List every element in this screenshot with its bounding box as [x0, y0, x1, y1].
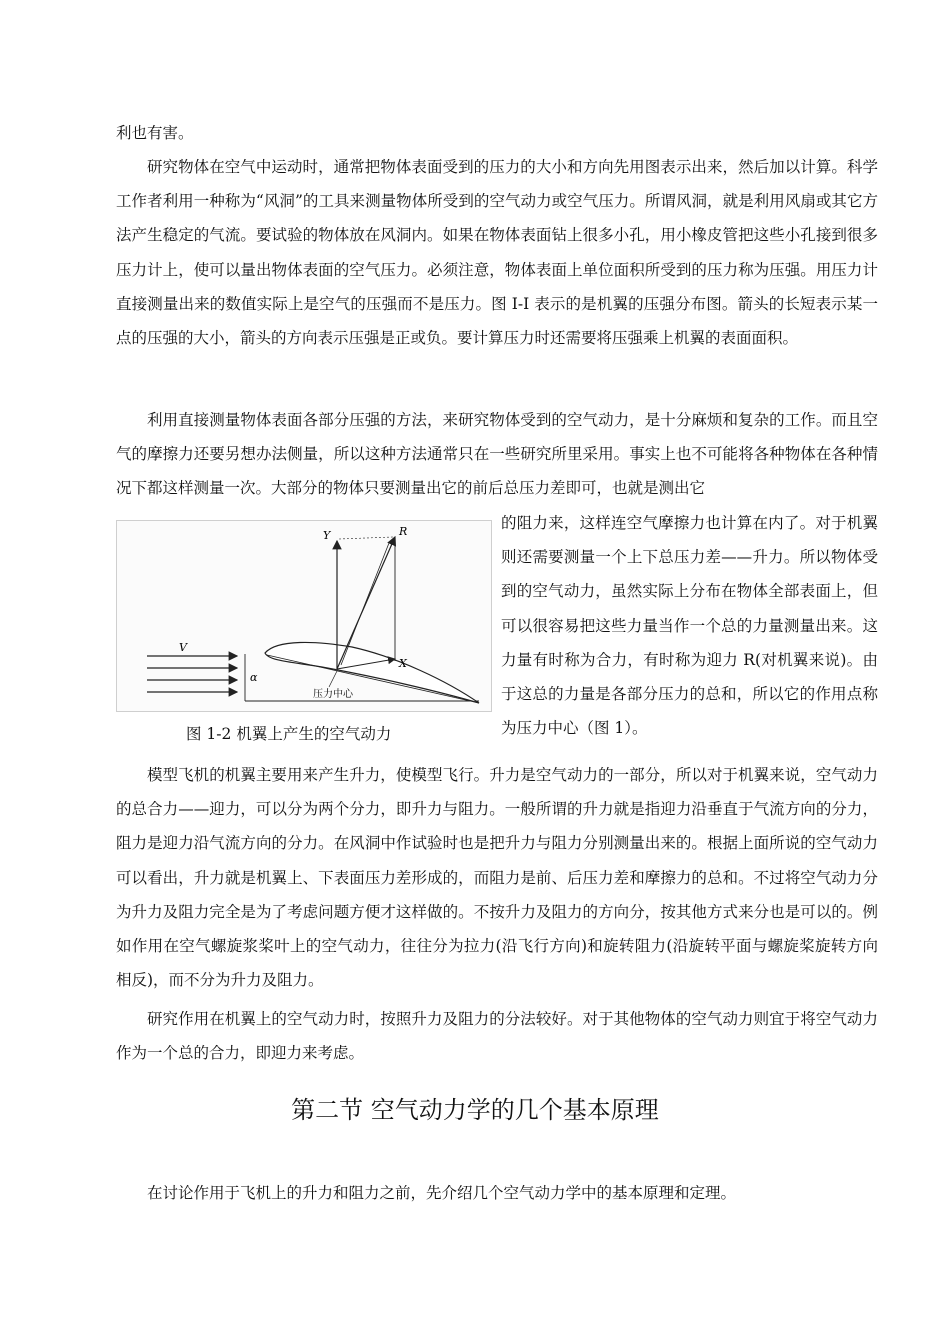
paragraph-measurement: 利用直接测量物体表面各部分压强的方法，来研究物体受到的空气动力，是十分麻烦和复杂的工作。而且空气的摩擦力还要另想办法侧量，所以这种方法通常只在一些研究所里采用。事实上也不可能将各种物体在各种情况下都这样测量一次。大部分的物体只要测量出它的前后总压力差即可，也就是测出它 — [116, 411, 878, 498]
paragraph-lift-drag: 模型飞机的机翼主要用来产生升力，使模型飞行。升力是空气动力的一部分，所以对于机翼来说，空气动力的总合力——迎力，可以分为两个分力，即升力与阻力。一般所谓的升力就是指迎力沿垂直于气流方向的分力，阻力是迎力沿气流方向的分力。在风洞中作试验时也是把升力与阻力分别测量出来的。根据上面所说的空气动力可以看出，升力就是机翼上、下表面压力差形成的，而阻力是前、后压力差和摩擦力的总和。不过将空气动力分为升力及阻力完全是为了考虑问题方便才这样做的。不按升力及阻力的方向分，按其他方式来分也是可以的。例如作用在空气螺旋浆桨叶上的空气动力，往往分为拉力(沿飞行方向)和旋转阻力(沿旋转平面与螺旋桨旋转方向相反)，而不分为升力及阻力。 — [116, 766, 878, 990]
section-heading: 第二节 空气动力学的几个基本原理 — [291, 1096, 659, 1124]
paragraph-intro-principles: 在讨论作用于飞机上的升力和阻力之前，先介绍几个空气动力学中的基本原理和定理。 — [147, 1184, 737, 1202]
paragraph-resultant-force: 的阻力来，这样连空气摩擦力也计算在内了。对于机翼则还需要测量一个上下总压力差——升力。所以物体受到的空气动力，虽然实际上分布在物体全部表面上，但可以很容易把这些力量当作一个总的力量测量出来。这力量有时称为合力，有时称为迎力 R(对机翼来说)。由于这总的力量是各部分压力的总和，所以它的作用点称为压力中心（图 1）。 — [501, 514, 878, 738]
resultant-shadow — [341, 543, 389, 665]
wing-aerodynamic-force-figure — [116, 520, 492, 712]
pressure-center-pointer — [329, 671, 337, 687]
figure-caption: 图 1-2 机翼上产生的空气动力 — [186, 725, 392, 743]
paragraph-wing-forces: 研究作用在机翼上的空气动力时，按照升力及阻力的分法较好。对于其他物体的空气动力则宜于将空气动力作为一个总的合力，即迎力来考虑。 — [116, 1010, 878, 1063]
drag-label: X — [399, 657, 407, 670]
alpha-label: α — [250, 671, 258, 684]
resultant-vector — [337, 537, 395, 669]
lift-projection — [339, 537, 393, 539]
paragraph-wind-tunnel: 研究物体在空气中运动时，通常把物体表面受到的压力的大小和方向先用图表示出来，然后加以计算。科学工作者利用一种称为“风洞”的工具来测量物体所受到的空气动力或空气压力。所谓风洞，就是利用风扇或其它方法产生稳定的气流。要试验的物体放在风洞内。如果在物体表面钻上很多小孔，用小橡皮管把这些小孔接到很多压力计上，使可以量出物体表面的空气压力。必须注意，物体表面上单位面积所受到的压力称为压强。用压力计直接测量出来的数值实际上是空气的压强而不是压力。图 I-I 表示的是机翼的压强分布图。箭头的长短表示某一点的压强的大小，箭头的方向表示压强是正或负。要计算压力时还需要将压强乘上机翼的表面面积。 — [116, 158, 878, 348]
velocity-label: V — [179, 641, 187, 654]
wing-force-diagram — [117, 521, 491, 711]
airfoil-shape — [265, 642, 479, 703]
paragraph-continuation: 利也有害。 — [116, 124, 194, 142]
lift-label: Y — [323, 529, 331, 542]
pressure-center-label: 压力中心 — [313, 689, 353, 700]
resultant-label: R — [399, 525, 408, 538]
